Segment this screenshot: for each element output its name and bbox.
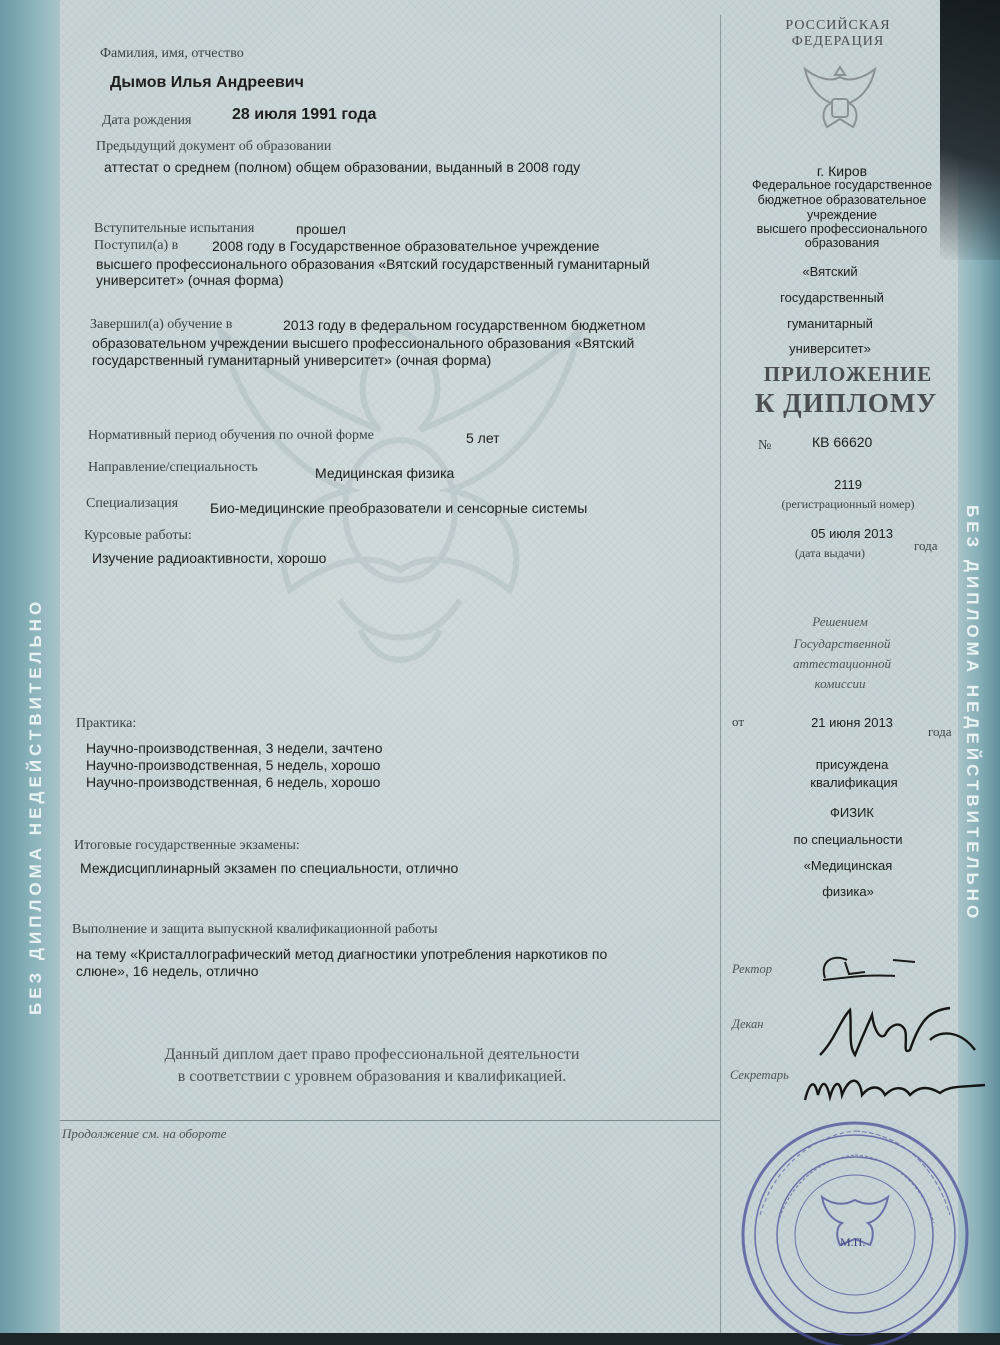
thesis-line: слюне», 16 недель, отлично [76,963,259,979]
rights-line: Данный диплом дает право профессиональной деятельности [164,1046,580,1063]
issue-date-label: (дата выдачи) [795,546,865,560]
birth-date: 28 июля 1991 года [232,106,377,123]
rights-line: в соответствии с уровнем образования и квалификацией. [177,1068,567,1085]
institution-name-line: «Вятский [802,264,858,279]
institution-type-line: Федеральное государственное [751,178,933,192]
period-label: Нормативный период обучения по очной форме [88,428,374,443]
completed-line: образовательном учреждении высшего профессионального образования «Вятский [92,335,635,351]
continued-note: Продолжение см. на обороте [62,1126,227,1141]
decision-line: Решением [812,614,868,629]
dean-label: Декан [732,1017,764,1031]
decision-from: от [732,714,745,729]
photo-background-corner [940,0,1000,260]
coursework-label: Курсовые работы: [84,528,192,543]
decision-date: 21 июня 2013 [811,715,893,730]
doc-title-line: ПРИЛОЖЕНИЕ [763,362,933,386]
institution-name-line: гуманитарный [787,316,873,331]
completed-line: 2013 году в федеральном государственном бюджетном [283,317,646,333]
secretary-label: Секретарь [730,1068,789,1082]
birth-date-label: Дата рождения [102,113,192,128]
prev-doc-value: аттестат о среднем (полном) общем образовании, выданный в 2008 году [104,159,581,175]
country-line: РОССИЙСКАЯ [785,18,891,33]
prev-doc-label: Предыдущий документ об образовании [96,139,332,154]
exams-label: Итоговые государственные экзамены: [74,838,300,853]
enrolled-line: 2008 году в Государственное образовательное учреждение [212,238,600,254]
exams-value: Междисциплинарный экзамен по специальности, отлично [80,860,459,876]
entrance-value: прошел [296,221,346,237]
issue-date: 05 июля 2013 [811,526,893,541]
institution-type-line: бюджетное образовательное [757,193,927,207]
coat-of-arms-icon [795,55,885,145]
name-label: Фамилия, имя, отчество [100,46,244,61]
coursework-value: Изучение радиоактивности, хорошо [92,550,327,566]
thesis-line: на тему «Кристаллографический метод диагностики употребления наркотиков по [76,946,608,962]
reg-number: 2119 [834,477,862,492]
period-value: 5 лет [466,430,500,446]
practice-item: Научно-производственная, 5 недель, хорошо [86,757,381,773]
specialty-line: «Медицинская [803,858,893,873]
completed-label: Завершил(а) обучение в [90,317,233,332]
bottom-rule [60,1120,720,1121]
practice-item: Научно-производственная, 3 недели, зачтено [86,740,383,756]
awarded-line: присуждена [815,757,889,772]
specialty-line: физика» [822,884,874,899]
official-seal-stamp [730,1105,980,1345]
entrance-label: Вступительные испытания [94,221,255,236]
enrolled-label: Поступил(а) в [94,238,179,253]
dean-signature [810,1000,980,1070]
specialization-value: Био-медицинские преобразователи и сенсорные системы [210,500,588,516]
institution-type-line: образования [804,236,880,250]
by-specialty: по специальности [793,832,903,847]
number-sign: № [758,438,772,453]
qualification: ФИЗИК [830,805,874,820]
full-name: Дымов Илья Андреевич [110,74,304,91]
issue-date-suffix: года [914,538,938,553]
decision-line: Государственной [793,636,891,651]
decision-line: аттестационной [792,656,892,671]
direction-value: Медицинская физика [315,465,455,481]
institution-type-line: высшего профессионального [756,222,928,236]
doc-title-line: К ДИПЛОМУ [754,388,938,418]
institution-name-line: университет» [789,341,871,356]
diploma-number: КВ 66620 [812,434,873,450]
column-divider [720,15,721,1333]
thesis-label: Выполнение и защита выпускной квалификационной работы [72,922,438,937]
country-line: ФЕДЕРАЦИЯ [791,34,885,49]
awarded-line: квалификация [810,775,898,790]
enrolled-line: высшего профессионального образования «Вятский государственный гуманитарный [96,256,650,272]
rector-label: Ректор [732,962,772,976]
institution-type-line: учреждение [807,208,877,222]
decision-line: комиссии [814,676,866,691]
completed-line: государственный гуманитарный университет» (очная форма) [92,352,492,368]
specialization-label: Специализация [86,496,179,511]
reg-number-label: (регистрационный номер) [781,497,915,511]
seal-mark: М.П. [840,1235,866,1249]
enrolled-line: университет» (очная форма) [96,272,284,288]
rector-signature [805,950,920,990]
side-text-right: БЕЗ ДИПЛОМА НЕДЕЙСТВИТЕЛЬНО [963,505,982,923]
practice-label: Практика: [76,716,137,731]
practice-item: Научно-производственная, 6 недель, хорошо [86,774,381,790]
institution-name-line: государственный [780,290,884,305]
city: г. Киров [816,163,868,179]
side-text-left: БЕЗ ДИПЛОМА НЕДЕЙСТВИТЕЛЬНО [26,597,45,1015]
direction-label: Направление/специальность [88,460,258,475]
decision-suffix: года [928,724,952,739]
